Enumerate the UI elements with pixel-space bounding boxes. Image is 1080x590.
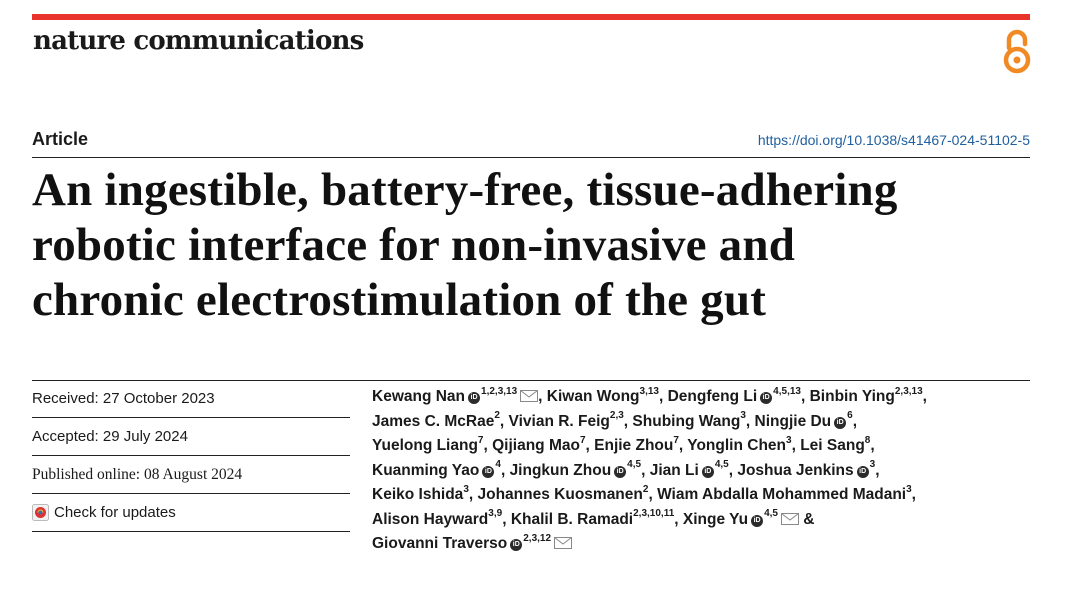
affiliation-number[interactable]: 7 — [673, 434, 679, 446]
author-entry — [800, 434, 871, 454]
article-title — [32, 163, 1032, 328]
orcid-icon[interactable]: iD — [510, 539, 522, 551]
affiliation-number[interactable]: 3,9 — [488, 508, 503, 520]
author-line — [372, 459, 1032, 484]
orcid-icon[interactable]: iD — [857, 466, 869, 478]
author-entry — [649, 459, 729, 479]
email-icon[interactable] — [781, 509, 799, 521]
author-name[interactable]: Vivian R. Feig — [508, 412, 610, 430]
author-entry — [594, 434, 679, 454]
title-line: An ingestible, battery-free, tissue-adhering — [32, 164, 898, 216]
author-separator: , — [875, 461, 880, 479]
author-name[interactable]: Shubing Wang — [632, 412, 741, 430]
author-name[interactable]: Yuelong Liang — [372, 437, 478, 454]
author-entry — [477, 483, 649, 503]
author-separator: & — [799, 510, 815, 528]
author-line — [372, 385, 1032, 410]
author-separator: , — [870, 437, 875, 454]
author-entry — [754, 410, 853, 430]
author-separator: , — [500, 461, 510, 479]
email-icon[interactable] — [554, 533, 572, 545]
affiliation-number[interactable]: 3 — [869, 459, 876, 471]
author-name[interactable]: Kiwan Wong — [546, 388, 640, 405]
affiliation-number[interactable]: 4,5 — [627, 459, 642, 471]
affiliation-number[interactable]: 7 — [579, 434, 586, 446]
affiliation-number[interactable]: 4,5 — [714, 459, 729, 471]
open-access-icon — [999, 28, 1035, 76]
author-entry — [372, 410, 500, 430]
title-line: robotic interface for non-invasive and — [32, 219, 796, 271]
author-name[interactable]: Johannes Kuosmanen — [477, 486, 643, 503]
affiliation-number[interactable]: 2 — [494, 410, 500, 422]
journal-name[interactable]: nature communications — [33, 26, 364, 56]
received-date: Received: 27 October 2023 — [32, 380, 350, 418]
orcid-icon[interactable]: iD — [760, 392, 772, 404]
author-separator: , — [674, 510, 683, 528]
author-entry — [372, 459, 501, 479]
affiliation-number[interactable]: 4,5,13 — [773, 385, 801, 397]
author-name[interactable]: Joshua Jenkins — [737, 461, 854, 479]
author-entry — [667, 385, 801, 405]
affiliation-number[interactable]: 2,3,13 — [894, 385, 923, 397]
author-line — [372, 508, 1032, 533]
doi-link[interactable]: https://doi.org/10.1038/s41467-024-51102-5 — [757, 132, 1030, 148]
title-line: chronic electrostimulation of the gut — [32, 274, 767, 326]
orcid-icon[interactable]: iD — [834, 417, 846, 429]
author-entry — [510, 508, 675, 528]
affiliation-number[interactable]: 3,13 — [639, 385, 659, 397]
orcid-icon[interactable]: iD — [468, 392, 480, 404]
author-entry — [372, 385, 538, 405]
author-separator: , — [483, 437, 493, 454]
author-name[interactable]: James C. McRae — [372, 412, 495, 430]
publication-dates — [32, 380, 350, 532]
email-icon[interactable] — [520, 386, 538, 398]
journal-accent-bar — [32, 14, 1030, 20]
affiliation-number[interactable]: 2 — [642, 483, 649, 495]
affiliation-number[interactable]: 3 — [906, 483, 912, 495]
author-entry — [509, 459, 642, 479]
author-name[interactable]: Binbin Ying — [809, 388, 895, 405]
author-separator: , — [911, 486, 916, 503]
author-entry — [508, 410, 624, 430]
author-separator: , — [745, 412, 755, 430]
author-name[interactable]: Khalil B. Ramadi — [510, 510, 634, 528]
author-separator: , — [791, 437, 801, 454]
author-separator: , — [623, 412, 633, 430]
author-entry — [492, 434, 586, 454]
orcid-icon[interactable]: iD — [614, 466, 626, 478]
check-updates-label: Check for updates — [54, 503, 176, 521]
author-separator: , — [641, 461, 650, 479]
affiliation-number[interactable]: 7 — [477, 434, 484, 446]
affiliation-number[interactable]: 3 — [740, 410, 746, 422]
author-separator: , — [728, 461, 738, 479]
author-entry — [546, 385, 659, 405]
check-updates-button[interactable] — [32, 494, 350, 532]
affiliation-number[interactable]: 3 — [463, 483, 469, 495]
author-name[interactable]: Alison Hayward — [372, 510, 489, 528]
author-name[interactable]: Enjie Zhou — [594, 437, 674, 454]
author-entry — [687, 434, 792, 454]
author-separator: , — [468, 486, 478, 503]
author-entry — [682, 508, 799, 528]
author-separator: , — [499, 412, 509, 430]
author-separator: , — [538, 388, 547, 405]
orcid-icon[interactable]: iD — [482, 466, 494, 478]
affiliation-number[interactable]: 2,3 — [609, 410, 624, 422]
author-entry — [809, 385, 923, 405]
author-line — [372, 532, 1032, 557]
author-name[interactable]: Qijiang Mao — [492, 437, 580, 454]
author-name[interactable]: Keiko Ishida — [372, 486, 464, 503]
author-line — [372, 410, 1032, 435]
author-entry — [372, 434, 484, 454]
affiliation-number[interactable]: 6 — [847, 410, 853, 422]
article-type-label: Article — [32, 129, 89, 149]
author-entry — [632, 410, 746, 430]
orcid-icon[interactable]: iD — [702, 466, 714, 478]
affiliation-number[interactable]: 3 — [786, 434, 792, 446]
author-entry — [372, 508, 503, 528]
affiliation-number[interactable]: 2,3,12 — [523, 532, 552, 544]
author-name[interactable]: Giovanni Traverso — [372, 535, 508, 552]
author-name[interactable]: Kewang Nan — [372, 388, 466, 405]
author-entry — [657, 483, 912, 503]
affiliation-number[interactable]: 8 — [864, 434, 871, 446]
author-name[interactable]: Yonglin Chen — [687, 437, 786, 454]
author-name[interactable]: Jingkun Zhou — [509, 461, 612, 479]
author-separator: , — [648, 486, 658, 503]
author-name[interactable]: Dengfeng Li — [667, 388, 758, 405]
author-separator: , — [585, 437, 595, 454]
author-separator: , — [502, 510, 511, 528]
author-entry — [372, 532, 572, 552]
author-name[interactable]: Kuanming Yao — [372, 461, 480, 479]
check-updates-icon — [32, 504, 49, 521]
author-entry — [372, 483, 469, 503]
author-name[interactable]: Lei Sang — [800, 437, 865, 454]
affiliation-number[interactable]: 1,2,3,13 — [481, 385, 518, 397]
header-divider — [32, 157, 1030, 158]
author-entry — [737, 459, 876, 479]
orcid-icon[interactable]: iD — [751, 515, 763, 527]
author-name[interactable]: Xinge Yu — [682, 510, 749, 528]
author-name[interactable]: Jian Li — [649, 461, 699, 479]
affiliation-number[interactable]: 2,3,10,11 — [633, 508, 675, 520]
author-line — [372, 434, 1032, 459]
author-separator: , — [922, 388, 927, 405]
author-name[interactable]: Ningjie Du — [754, 412, 832, 430]
author-name[interactable]: Wiam Abdalla Mohammed Madani — [657, 486, 907, 503]
author-list — [372, 385, 1032, 557]
affiliation-number[interactable]: 4,5 — [764, 508, 778, 520]
author-separator: , — [852, 412, 858, 430]
author-separator: , — [800, 388, 810, 405]
affiliation-number[interactable]: 4 — [495, 459, 501, 471]
author-separator: , — [658, 388, 668, 405]
author-line — [372, 483, 1032, 508]
published-date: Published online: 08 August 2024 — [32, 456, 350, 494]
author-separator: , — [678, 437, 688, 454]
accepted-date: Accepted: 29 July 2024 — [32, 418, 350, 456]
